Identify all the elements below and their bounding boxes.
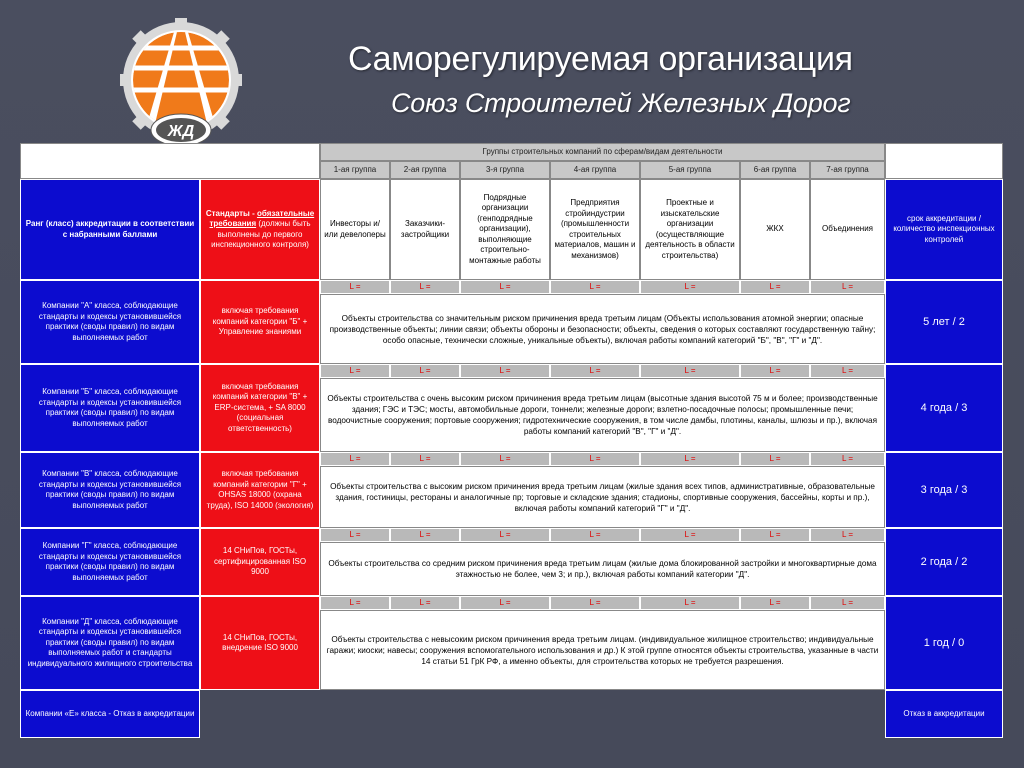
l-cell: L = (320, 596, 390, 610)
l-cell: L = (640, 280, 740, 294)
group-header-3: 3-я группа (460, 161, 550, 179)
group-header-6: 6-ая группа (740, 161, 810, 179)
l-cell: L = (810, 364, 885, 378)
l-cell: L = (390, 528, 460, 542)
l-cell: L = (460, 280, 550, 294)
term-b: 4 года / 3 (885, 364, 1003, 452)
l-cell: L = (460, 528, 550, 542)
term-d: 1 год / 0 (885, 596, 1003, 690)
group-header-5: 5-ая группа (640, 161, 740, 179)
group-header-2: 2-ая группа (390, 161, 460, 179)
empty-header-cell (885, 143, 1003, 179)
group-desc-7: Объединения (810, 179, 885, 280)
term-header: срок аккредитации / количество инспекционных контролей (885, 179, 1003, 280)
rank-v: Компании "В" класса, соблюдающие стандарты и кодексы установившейся практики (своды правил) по видам выполняемых работ (20, 452, 200, 528)
objects-d: Объекты строительства с невысоким риском причинения вреда третьим лицам. (индивидуальное жилищное строительство; индивидуальные гаражи; киоски; навесы; сооружения вспомогательного использования и др.) К этой группе относятся объекты строительства, указанные в части 14 статьи 51 ГрК РФ, а именно объекты, для строительства которых не требуется разрешения. (320, 610, 885, 690)
l-cell: L = (550, 452, 640, 466)
l-cell: L = (550, 280, 640, 294)
standards-suffix: (должны быть выполнены до первого инспекционного контроля) (211, 219, 311, 249)
l-cell: L = (460, 596, 550, 610)
term-e: Отказ в аккредитации (885, 690, 1003, 738)
rank-e: Компании «Е» класса - Отказ в аккредитации (20, 690, 200, 738)
group-desc-4: Предприятия стройиндустрии (промышленности строительных материалов, машин и механизмов) (550, 179, 640, 280)
rank-d: Компании "Д" класса, соблюдающие стандарты и кодексы установившейся практики (своды правил) по видам выполняемых работ и стандарты индивидуального жилищного строительства (20, 596, 200, 690)
empty-header-cell (20, 143, 320, 179)
standard-g: 14 СНиПов, ГОСТы, сертифицированная ISO 9000 (200, 528, 320, 596)
l-cell: L = (640, 596, 740, 610)
objects-g: Объекты строительства со средним риском причинения вреда третьим лицам (жилые дома блокированной застройки и многоквартирные дома этажностью не более, чем 3; и пр.), включая работы компаний категории "Д". (320, 542, 885, 596)
groups-header: Группы строительных компаний по сферам/видам деятельности (320, 143, 885, 161)
rank-a: Компании "А" класса, соблюдающие стандарты и кодексы установившейся практики (своды правил) по видам выполняемых работ (20, 280, 200, 364)
l-cell: L = (320, 452, 390, 466)
l-cell: L = (740, 528, 810, 542)
standard-v: включая требования компаний категории "Г" + OHSAS 18000 (охрана труда), ISO 14000 (экология) (200, 452, 320, 528)
rank-header: Ранг (класс) аккредитации в соответствии с набранными баллами (20, 179, 200, 280)
page-title: Саморегулируемая организация (348, 40, 853, 78)
objects-v: Объекты строительства с высоким риском причинения вреда третьим лицам (жилые здания всех типов, административные, образовательные здания, гостиницы, рестораны и аналогичные пр; торговые и складские здания; стадионы, спортивные сооружения, бассейны, корты и пр.), включая работы компаний категорий "Г" и "Д". (320, 466, 885, 528)
term-a: 5 лет / 2 (885, 280, 1003, 364)
l-cell: L = (550, 528, 640, 542)
standards-mandatory: обязательные требования (209, 208, 315, 228)
l-cell: L = (320, 364, 390, 378)
page-subtitle: Союз Строителей Железных Дорог (391, 88, 851, 118)
l-cell: L = (390, 364, 460, 378)
l-cell: L = (810, 452, 885, 466)
group-desc-6: ЖКХ (740, 179, 810, 280)
l-cell: L = (390, 280, 460, 294)
railway-union-logo (96, 18, 266, 146)
standard-b: включая требования компаний категории "В" + ERP-система, + SA 8000 (социальная ответственность) (200, 364, 320, 452)
l-cell: L = (640, 452, 740, 466)
standard-d: 14 СНиПов, ГОСТы, внедрение ISO 9000 (200, 596, 320, 690)
group-header-7: 7-ая группа (810, 161, 885, 179)
term-v: 3 года / 3 (885, 452, 1003, 528)
logo-text: ЖД (167, 123, 195, 140)
l-cell: L = (640, 528, 740, 542)
group-header-1: 1-ая группа (320, 161, 390, 179)
l-cell: L = (740, 596, 810, 610)
rank-g: Компании "Г" класса, соблюдающие стандарты и кодексы установившейся практики (своды правил) по видам выполняемых работ (20, 528, 200, 596)
l-cell: L = (550, 364, 640, 378)
group-desc-5: Проектные и изыскательские организации (осуществляющие деятельность в области строительства) (640, 179, 740, 280)
term-g: 2 года / 2 (885, 528, 1003, 596)
objects-b: Объекты строительства с очень высоким риском причинения вреда третьим лицам (высотные здания высотой 75 м и более; производственные здания; ГЭС и ТЭС; мосты, автомобильные дороги, тоннели; железные дороги; взлетно-посадочные полосы; промышленные печи; водоочистные сооружения; портовые сооружения; гидротехнические сооружения, в том числе дамбы, плотины, каналы, шлюзы и пр.), включая работы компаний категорий "В", "Г" и "Д". (320, 378, 885, 452)
group-desc-3: Подрядные организации (генподрядные организации), выполняющие строительно-монтажные работы (460, 179, 550, 280)
l-cell: L = (320, 280, 390, 294)
standards-prefix: Стандарты - (205, 208, 257, 218)
group-header-4: 4-ая группа (550, 161, 640, 179)
group-desc-1: Инвесторы и/или девелоперы (320, 179, 390, 280)
l-cell: L = (640, 364, 740, 378)
standards-header (200, 179, 320, 280)
group-desc-2: Заказчики-застройщики (390, 179, 460, 280)
l-cell: L = (390, 452, 460, 466)
l-cell: L = (320, 528, 390, 542)
l-cell: L = (740, 364, 810, 378)
objects-a: Объекты строительства со значительным риском причинения вреда третьим лицам (Объекты использования атомной энергии; опасные производственные объекты; линии связи; объекты обороны и безопасности; объекты, сведения о которых составляют государственную тайну; особо опасные, технически сложные, уникальные объекты), включая работы компаний категорий "Б", "В", "Г" и "Д". (320, 294, 885, 364)
rank-b: Компании "Б" класса, соблюдающие стандарты и кодексы установившейся практики (своды правил) по видам выполняемых работ (20, 364, 200, 452)
l-cell: L = (460, 364, 550, 378)
l-cell: L = (740, 452, 810, 466)
l-cell: L = (460, 452, 550, 466)
l-cell: L = (810, 528, 885, 542)
l-cell: L = (390, 596, 460, 610)
l-cell: L = (740, 280, 810, 294)
l-cell: L = (550, 596, 640, 610)
l-cell: L = (810, 596, 885, 610)
l-cell: L = (810, 280, 885, 294)
standard-a: включая требования компаний категории "Б" + Управление знаниями (200, 280, 320, 364)
